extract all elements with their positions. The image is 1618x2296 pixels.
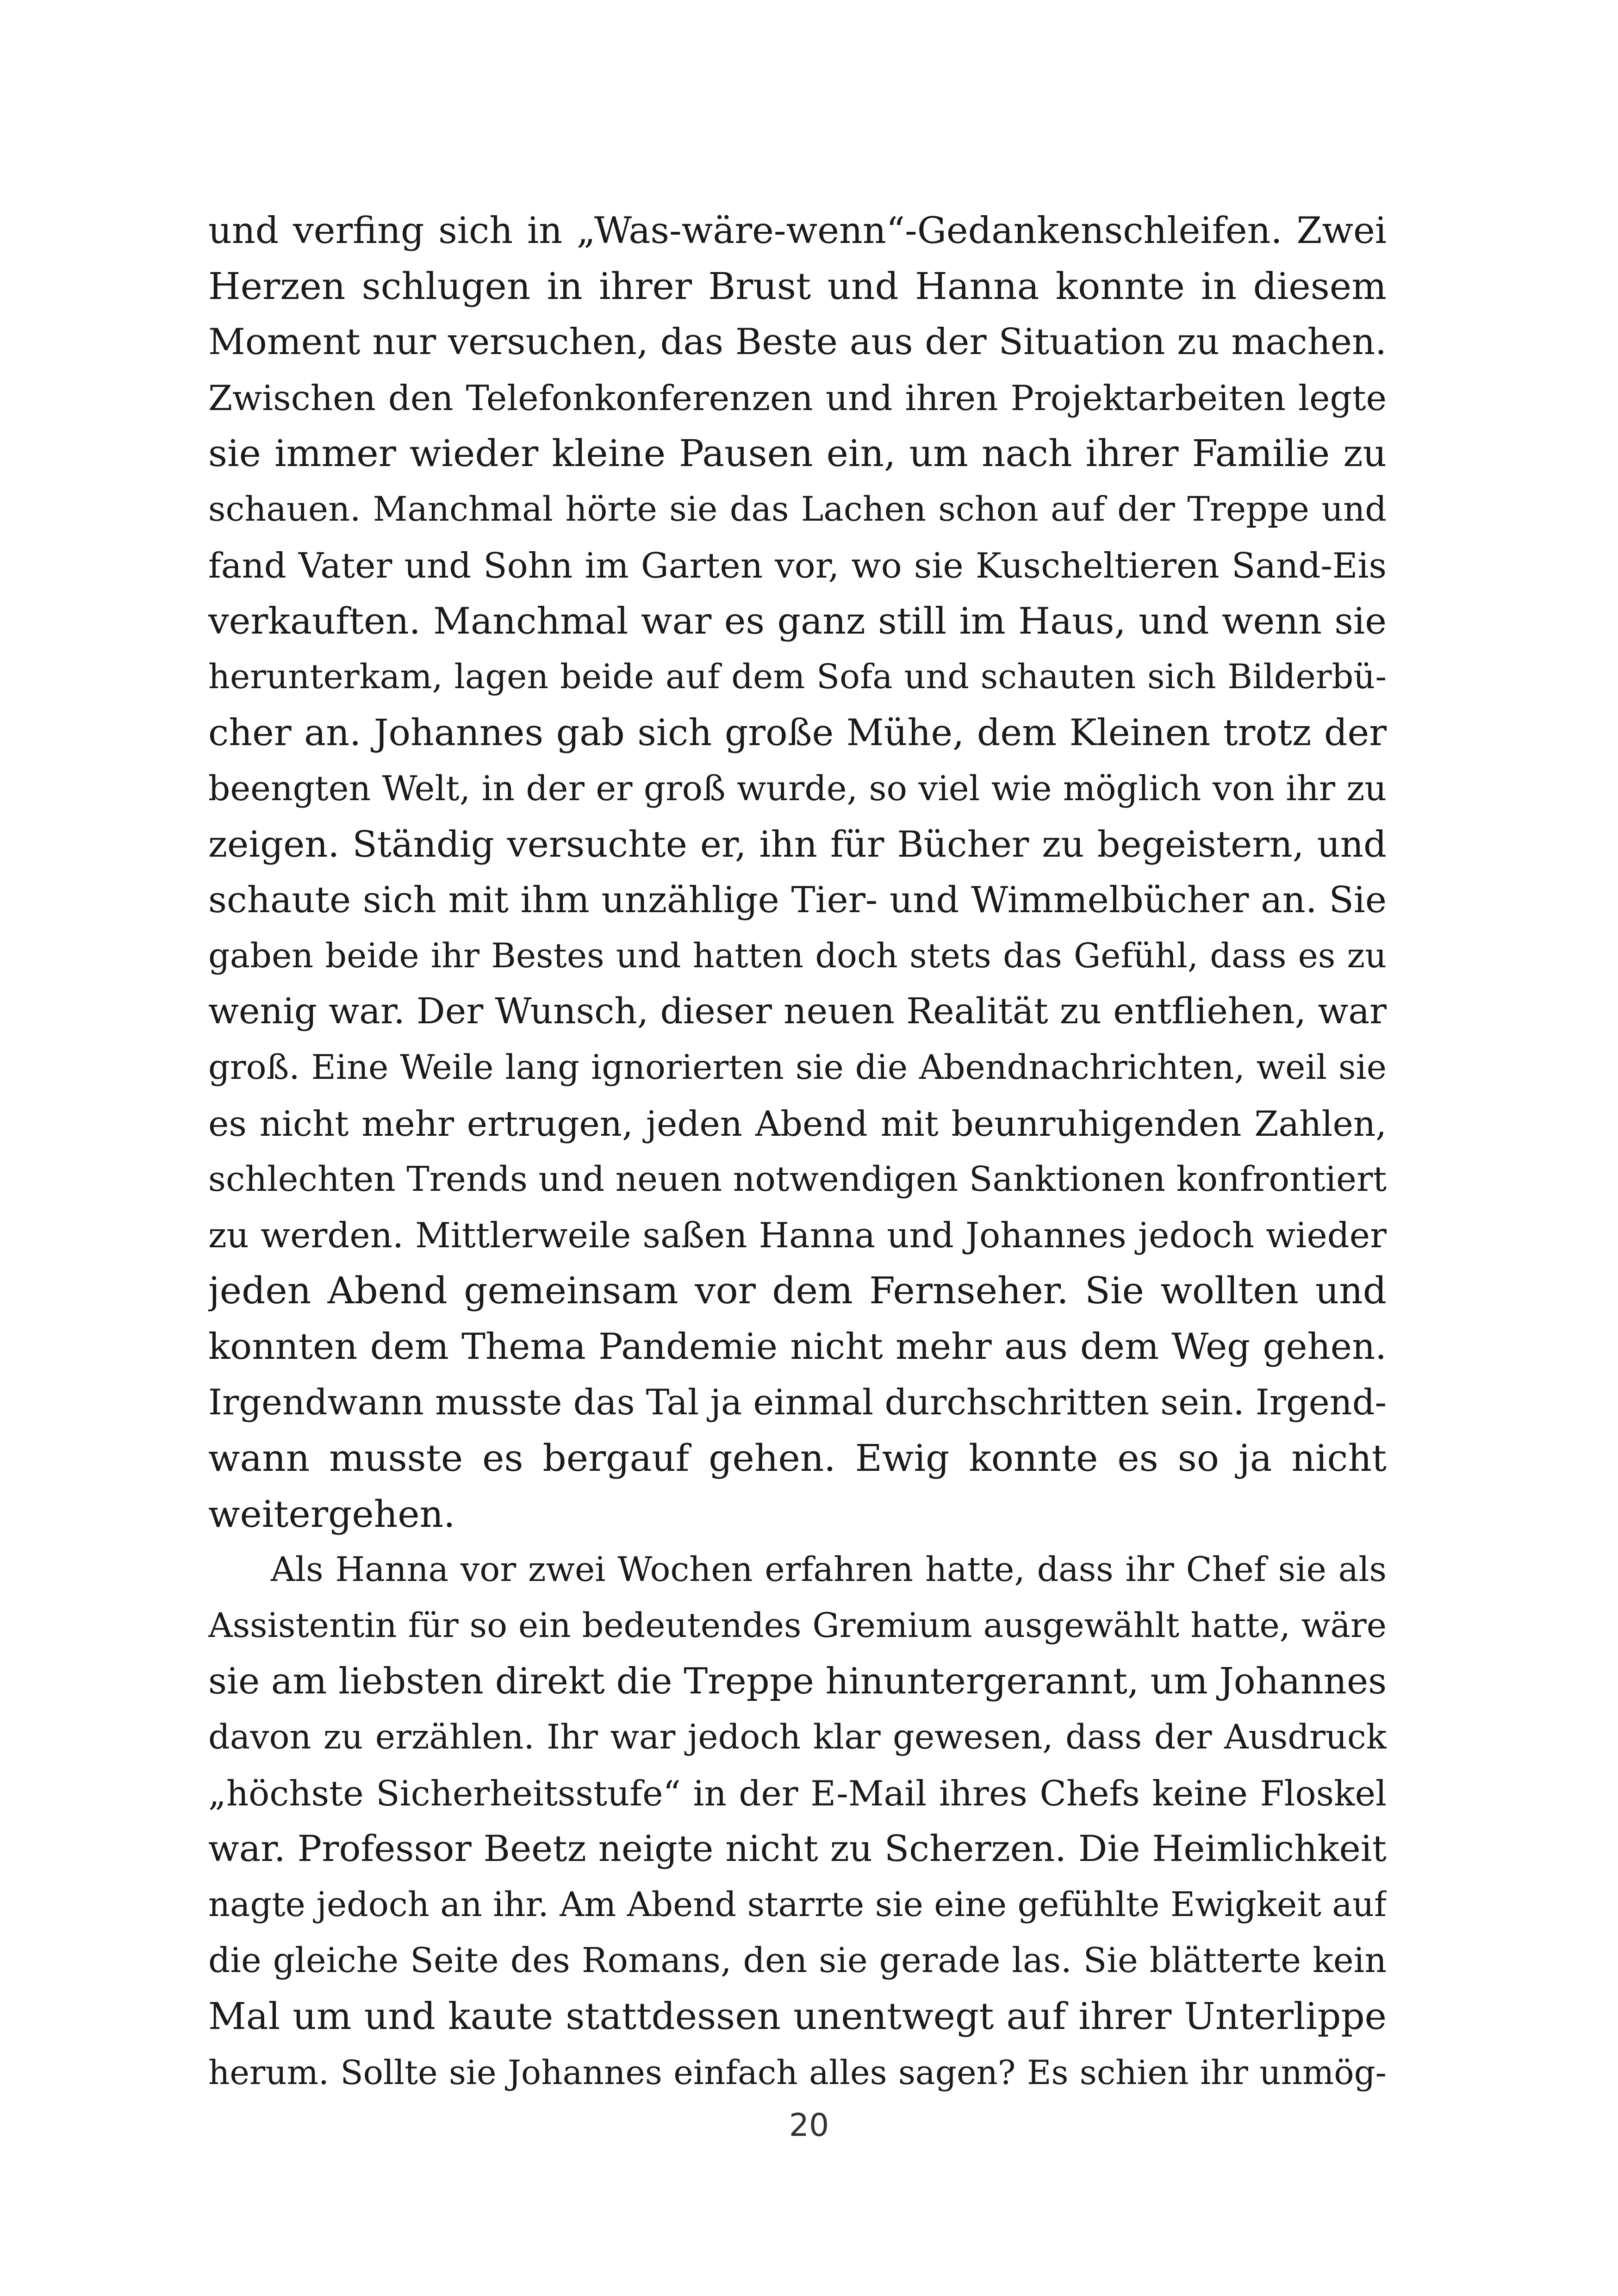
text-line: verkauften. Manchmal war es ganz still im Haus, und wenn sie [208, 600, 1387, 643]
text-line: herunterkam, lagen beide auf dem Sofa und schauten sich Bilderbü- [208, 657, 1387, 697]
text-line: Moment nur versuchen, das Beste aus der Situation zu machen. [208, 321, 1387, 363]
text-line: Als Hanna vor zwei Wochen erfahren hatte, dass ihr Chef sie als [271, 1550, 1387, 1590]
text-line: Zwischen den Telefonkonferenzen und ihren Projektarbeiten legte [208, 377, 1387, 418]
text-line: Assistentin für so ein bedeutendes Gremium ausgewählt hatte, wäre [208, 1605, 1387, 1645]
text-line: und verfing sich in „Was-wäre-wenn“-Gedankenschleifen. Zwei [208, 209, 1387, 252]
text-line: wann musste es bergauf gehen. Ewig konnte es so ja nicht [208, 1437, 1387, 1480]
text-line: schauen. Manchmal hörte sie das Lachen schon auf der Treppe und [208, 489, 1387, 529]
text-line: wenig war. Der Wunsch, dieser neuen Realität zu entfliehen, war [208, 991, 1387, 1033]
page-number: 20 [789, 2107, 829, 2144]
text-line: sie immer wieder kleine Pausen ein, um nach ihrer Familie zu [208, 432, 1387, 475]
text-line: cher an. Johannes gab sich große Mühe, dem Kleinen trotz der [208, 711, 1387, 754]
text-line: weitergehen. [208, 1492, 455, 1536]
text-line: schaute sich mit ihm unzählige Tier- und Wimmelbücher an. Sie [208, 879, 1387, 921]
body-text [208, 203, 1387, 2100]
text-line: Herzen schlugen in ihrer Brust und Hanna konnte in diesem [208, 264, 1387, 308]
text-line: zu werden. Mittlerweile saßen Hanna und Johannes jedoch wieder [208, 1214, 1387, 1256]
text-line: konnten dem Thema Pandemie nicht mehr aus dem Weg gehen. [208, 1325, 1387, 1368]
text-line: zeigen. Ständig versuchte er, ihn für Bücher zu begeistern, und [208, 823, 1387, 865]
text-line: die gleiche Seite des Romans, den sie gerade las. Sie blätterte kein [208, 1941, 1387, 1981]
text-line: nagte jedoch an ihr. Am Abend starrte sie eine gefühlte Ewigkeit auf [208, 1885, 1387, 1924]
text-line: sie am liebsten direkt die Treppe hinuntergerannt, um Johannes [208, 1661, 1387, 1703]
text-line: Mal um und kaute stattdessen unentwegt auf ihrer Unterlippe [208, 1995, 1387, 2038]
text-line: war. Professor Beetz neigte nicht zu Scherzen. Die Heimlichkeit [208, 1828, 1387, 1870]
text-line: Irgendwann musste das Tal ja einmal durchschritten sein. Irgend- [208, 1381, 1387, 1423]
text-line: groß. Eine Weile lang ignorierten sie die Abendnachrichten, weil sie [208, 1047, 1387, 1087]
text-line: fand Vater und Sohn im Garten vor, wo sie Kuscheltieren Sand-Eis [208, 545, 1387, 586]
text-line: jeden Abend gemeinsam vor dem Fernseher. Sie wollten und [208, 1269, 1387, 1313]
text-line: schlechten Trends und neuen notwendigen Sanktionen konfrontiert [208, 1159, 1387, 1200]
text-line: herum. Sollte sie Johannes einfach alles sagen? Es schien ihr unmög- [208, 2053, 1387, 2092]
text-line: es nicht mehr ertrugen, jeden Abend mit beunruhigenden Zahlen, [208, 1103, 1387, 1144]
text-line: „höchste Sicherheitsstufe“ in der E-Mail ihres Chefs keine Floskel [208, 1773, 1387, 1814]
text-line: gaben beide ihr Bestes und hatten doch stets das Gefühl, dass es zu [208, 936, 1387, 976]
text-line: beengten Welt, in der er groß wurde, so viel wie möglich von ihr zu [208, 768, 1387, 809]
text-line: davon zu erzählen. Ihr war jedoch klar gewesen, dass der Ausdruck [208, 1717, 1387, 1757]
